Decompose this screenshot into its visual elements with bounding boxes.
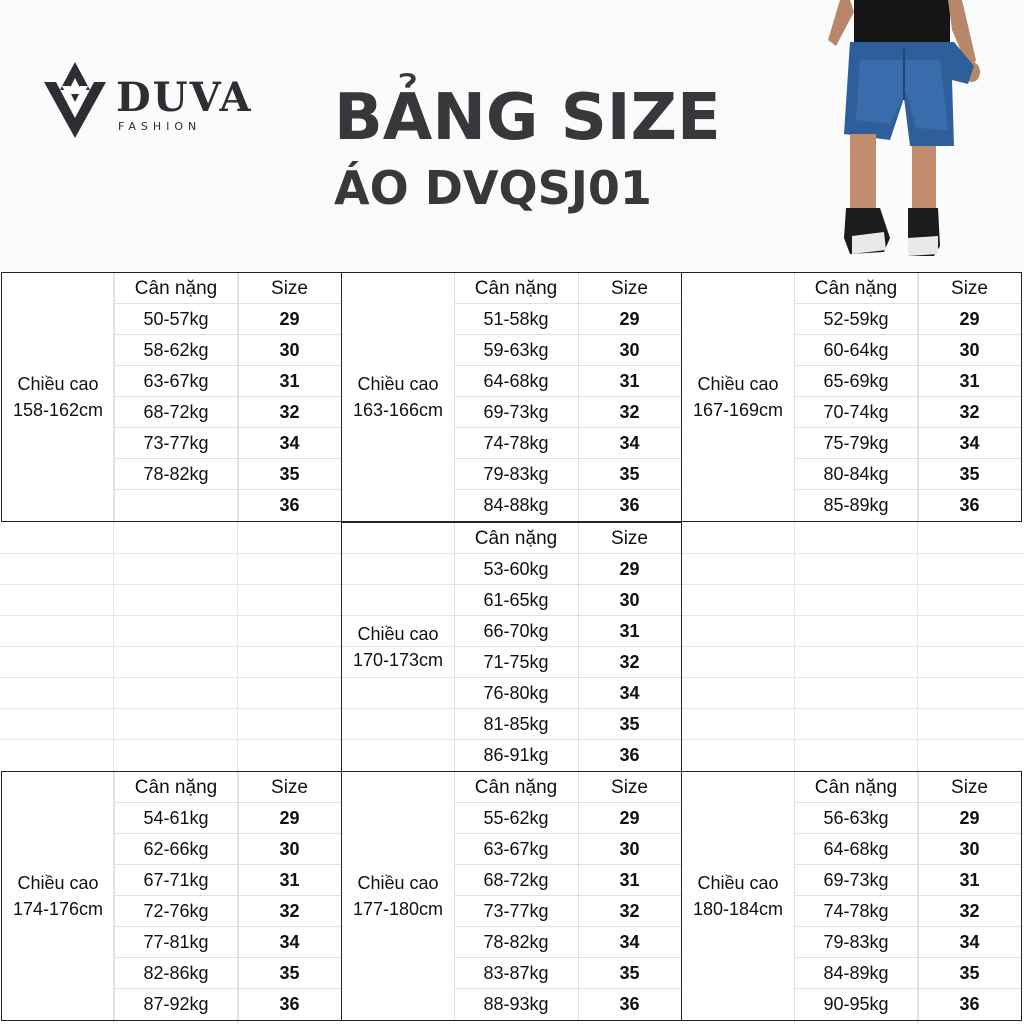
size-cell: 35 <box>279 464 300 484</box>
height-label <box>342 273 454 521</box>
weight-cell: 60-64kg <box>823 340 889 360</box>
size-cell: 29 <box>959 309 980 329</box>
table-row <box>114 989 341 1020</box>
weight-cell: 69-73kg <box>823 870 889 890</box>
table-header-row <box>454 273 681 304</box>
weight-cell: 67-71kg <box>143 870 209 890</box>
height-range: 158-162cm <box>12 400 104 420</box>
column-header-weight: Cân nặng <box>814 277 898 299</box>
table-row <box>454 709 681 740</box>
table-header-row <box>454 523 681 554</box>
weight-cell: 68-72kg <box>483 870 549 890</box>
table-row <box>454 958 681 989</box>
weight-cell: 54-61kg <box>143 808 209 828</box>
table-row <box>454 989 681 1020</box>
weight-cell: 73-77kg <box>143 433 209 453</box>
column-header-weight: Cân nặng <box>474 277 558 299</box>
weight-cell: 70-74kg <box>823 402 889 422</box>
weight-cell: 74-78kg <box>483 433 549 453</box>
brand-subtitle: FASHION <box>118 120 202 133</box>
column-header-weight: Cân nặng <box>814 776 898 798</box>
table-row <box>794 803 1021 834</box>
weight-cell: 64-68kg <box>483 371 549 391</box>
size-cell: 35 <box>279 963 300 983</box>
table-row <box>454 366 681 397</box>
table-row <box>794 896 1021 927</box>
table-row <box>454 896 681 927</box>
size-cell: 35 <box>619 963 640 983</box>
weight-cell: 87-92kg <box>143 994 209 1014</box>
table-row <box>454 927 681 958</box>
weight-cell: 58-62kg <box>143 340 209 360</box>
weight-cell: 56-63kg <box>823 808 889 828</box>
height-range: 180-184cm <box>692 899 784 919</box>
table-header-row <box>454 772 681 803</box>
size-cell: 35 <box>959 464 980 484</box>
height-label <box>2 273 114 521</box>
weight-cell: 50-57kg <box>143 309 209 329</box>
height-range: 174-176cm <box>12 899 104 919</box>
table-row <box>794 304 1021 335</box>
table-row <box>794 958 1021 989</box>
table-row <box>794 366 1021 397</box>
table-row <box>114 335 341 366</box>
table-header-row <box>794 273 1021 304</box>
weight-cell: 55-62kg <box>483 808 549 828</box>
height-label-text: Chiều cao <box>697 374 779 394</box>
weight-cell <box>114 490 238 521</box>
weight-cell: 64-68kg <box>823 839 889 859</box>
weight-cell: 85-89kg <box>823 495 889 515</box>
weight-cell: 83-87kg <box>483 963 549 983</box>
table-row <box>794 865 1021 896</box>
height-label <box>342 772 454 1020</box>
table-header-row <box>794 772 1021 803</box>
table-row <box>454 335 681 366</box>
size-cell: 30 <box>959 340 980 360</box>
size-cell: 34 <box>959 433 980 453</box>
size-cell: 31 <box>279 371 300 391</box>
table-row <box>114 366 341 397</box>
size-cell: 30 <box>279 340 300 360</box>
column-header-size: Size <box>611 527 648 549</box>
weight-cell: 75-79kg <box>823 433 889 453</box>
table-row <box>794 927 1021 958</box>
size-cell: 36 <box>619 994 640 1014</box>
page-title: BẢNG SIZE <box>334 81 721 155</box>
table-row <box>114 927 341 958</box>
height-label-text: Chiều cao <box>357 624 439 644</box>
column-header-size: Size <box>951 776 988 798</box>
weight-cell: 82-86kg <box>143 963 209 983</box>
size-cell: 32 <box>619 652 640 672</box>
weight-cell: 66-70kg <box>483 621 549 641</box>
size-cell: 31 <box>619 870 640 890</box>
table-row <box>114 459 341 490</box>
size-cell: 35 <box>619 714 640 734</box>
size-cell: 36 <box>959 495 980 515</box>
height-label <box>682 772 794 1020</box>
size-block <box>341 272 682 522</box>
table-row <box>454 865 681 896</box>
size-cell: 30 <box>619 340 640 360</box>
height-label-text: Chiều cao <box>17 873 99 893</box>
size-cell: 32 <box>279 402 300 422</box>
model-photo-illustration <box>820 0 1024 262</box>
height-range: 177-180cm <box>352 899 444 919</box>
size-block <box>341 771 682 1021</box>
table-row <box>454 803 681 834</box>
size-cell: 31 <box>959 371 980 391</box>
brand-name: DUVA <box>116 74 253 121</box>
size-cell: 36 <box>279 495 300 515</box>
table-row <box>114 490 341 521</box>
weight-cell: 63-67kg <box>143 371 209 391</box>
size-cell: 30 <box>619 590 640 610</box>
column-header-size: Size <box>951 277 988 299</box>
size-cell: 29 <box>279 808 300 828</box>
size-cell: 34 <box>959 932 980 952</box>
column-header-size: Size <box>271 277 308 299</box>
size-cell: 34 <box>279 433 300 453</box>
size-cell: 36 <box>279 994 300 1014</box>
size-cell: 36 <box>959 994 980 1014</box>
height-range: 170-173cm <box>352 650 444 670</box>
product-code-title: ÁO DVQSJ01 <box>334 161 652 215</box>
size-cell: 29 <box>619 309 640 329</box>
size-cell: 31 <box>279 870 300 890</box>
table-row <box>454 585 681 616</box>
height-label-text: Chiều cao <box>357 873 439 893</box>
weight-cell: 52-59kg <box>823 309 889 329</box>
height-label-text: Chiều cao <box>17 374 99 394</box>
table-row <box>114 896 341 927</box>
table-header-row <box>114 772 341 803</box>
column-header-size: Size <box>611 277 648 299</box>
weight-cell: 68-72kg <box>143 402 209 422</box>
size-cell: 36 <box>619 495 640 515</box>
size-cell: 29 <box>619 808 640 828</box>
table-row <box>454 616 681 647</box>
size-cell: 29 <box>619 559 640 579</box>
height-range: 163-166cm <box>352 400 444 420</box>
size-cell: 34 <box>619 932 640 952</box>
size-cell: 29 <box>959 808 980 828</box>
size-cell: 32 <box>619 901 640 921</box>
weight-cell: 65-69kg <box>823 371 889 391</box>
weight-cell: 69-73kg <box>483 402 549 422</box>
column-header-weight: Cân nặng <box>134 776 218 798</box>
size-block <box>1 771 342 1021</box>
column-header-size: Size <box>611 776 648 798</box>
table-row <box>454 647 681 678</box>
table-row <box>114 803 341 834</box>
size-cell: 32 <box>959 901 980 921</box>
size-cell: 34 <box>279 932 300 952</box>
weight-cell: 62-66kg <box>143 839 209 859</box>
table-row <box>454 490 681 521</box>
table-row <box>114 397 341 428</box>
size-cell: 32 <box>279 901 300 921</box>
size-chart-table <box>0 272 1024 1024</box>
column-header-size: Size <box>271 776 308 798</box>
column-header-weight: Cân nặng <box>134 277 218 299</box>
size-cell: 32 <box>619 402 640 422</box>
weight-cell: 84-89kg <box>823 963 889 983</box>
table-row <box>454 740 681 771</box>
table-row <box>454 834 681 865</box>
weight-cell: 88-93kg <box>483 994 549 1014</box>
height-label <box>682 273 794 521</box>
height-label <box>342 523 454 771</box>
weight-cell: 78-82kg <box>143 464 209 484</box>
size-cell: 34 <box>619 433 640 453</box>
table-row <box>454 459 681 490</box>
table-row <box>114 834 341 865</box>
size-cell: 36 <box>619 745 640 765</box>
weight-cell: 53-60kg <box>483 559 549 579</box>
size-block <box>681 771 1022 1021</box>
table-row <box>794 490 1021 521</box>
height-label-text: Chiều cao <box>357 374 439 394</box>
size-cell: 35 <box>619 464 640 484</box>
table-row <box>794 397 1021 428</box>
height-label <box>2 772 114 1020</box>
weight-cell: 77-81kg <box>143 932 209 952</box>
weight-cell: 79-83kg <box>483 464 549 484</box>
size-cell: 30 <box>959 839 980 859</box>
brand-logo <box>42 60 253 144</box>
table-row <box>114 865 341 896</box>
table-row <box>794 428 1021 459</box>
size-cell: 35 <box>959 963 980 983</box>
weight-cell: 76-80kg <box>483 683 549 703</box>
size-block <box>1 272 342 522</box>
table-row <box>794 335 1021 366</box>
weight-cell: 73-77kg <box>483 901 549 921</box>
table-row <box>454 678 681 709</box>
table-row <box>454 554 681 585</box>
size-block <box>341 522 682 772</box>
size-block <box>681 272 1022 522</box>
size-cell: 30 <box>279 839 300 859</box>
weight-cell: 90-95kg <box>823 994 889 1014</box>
weight-cell: 61-65kg <box>483 590 549 610</box>
table-header-row <box>114 273 341 304</box>
weight-cell: 74-78kg <box>823 901 889 921</box>
size-cell: 30 <box>619 839 640 859</box>
size-cell: 31 <box>619 371 640 391</box>
table-row <box>114 428 341 459</box>
column-header-weight: Cân nặng <box>474 527 558 549</box>
size-cell: 29 <box>279 309 300 329</box>
size-cell: 31 <box>959 870 980 890</box>
header <box>0 0 1024 272</box>
table-row <box>114 304 341 335</box>
table-row <box>114 958 341 989</box>
table-row <box>454 428 681 459</box>
weight-cell: 86-91kg <box>483 745 549 765</box>
weight-cell: 72-76kg <box>143 901 209 921</box>
duva-logo-icon <box>42 60 108 140</box>
weight-cell: 63-67kg <box>483 839 549 859</box>
weight-cell: 84-88kg <box>483 495 549 515</box>
weight-cell: 81-85kg <box>483 714 549 734</box>
weight-cell: 71-75kg <box>483 652 549 672</box>
table-row <box>794 989 1021 1020</box>
column-header-weight: Cân nặng <box>474 776 558 798</box>
height-range: 167-169cm <box>692 400 784 420</box>
size-cell: 31 <box>619 621 640 641</box>
table-row <box>454 397 681 428</box>
weight-cell: 51-58kg <box>483 309 549 329</box>
weight-cell: 78-82kg <box>483 932 549 952</box>
weight-cell: 80-84kg <box>823 464 889 484</box>
height-label-text: Chiều cao <box>697 873 779 893</box>
weight-cell: 59-63kg <box>483 340 549 360</box>
table-row <box>454 304 681 335</box>
weight-cell: 79-83kg <box>823 932 889 952</box>
table-row <box>794 459 1021 490</box>
size-cell: 34 <box>619 683 640 703</box>
size-cell: 32 <box>959 402 980 422</box>
table-row <box>794 834 1021 865</box>
